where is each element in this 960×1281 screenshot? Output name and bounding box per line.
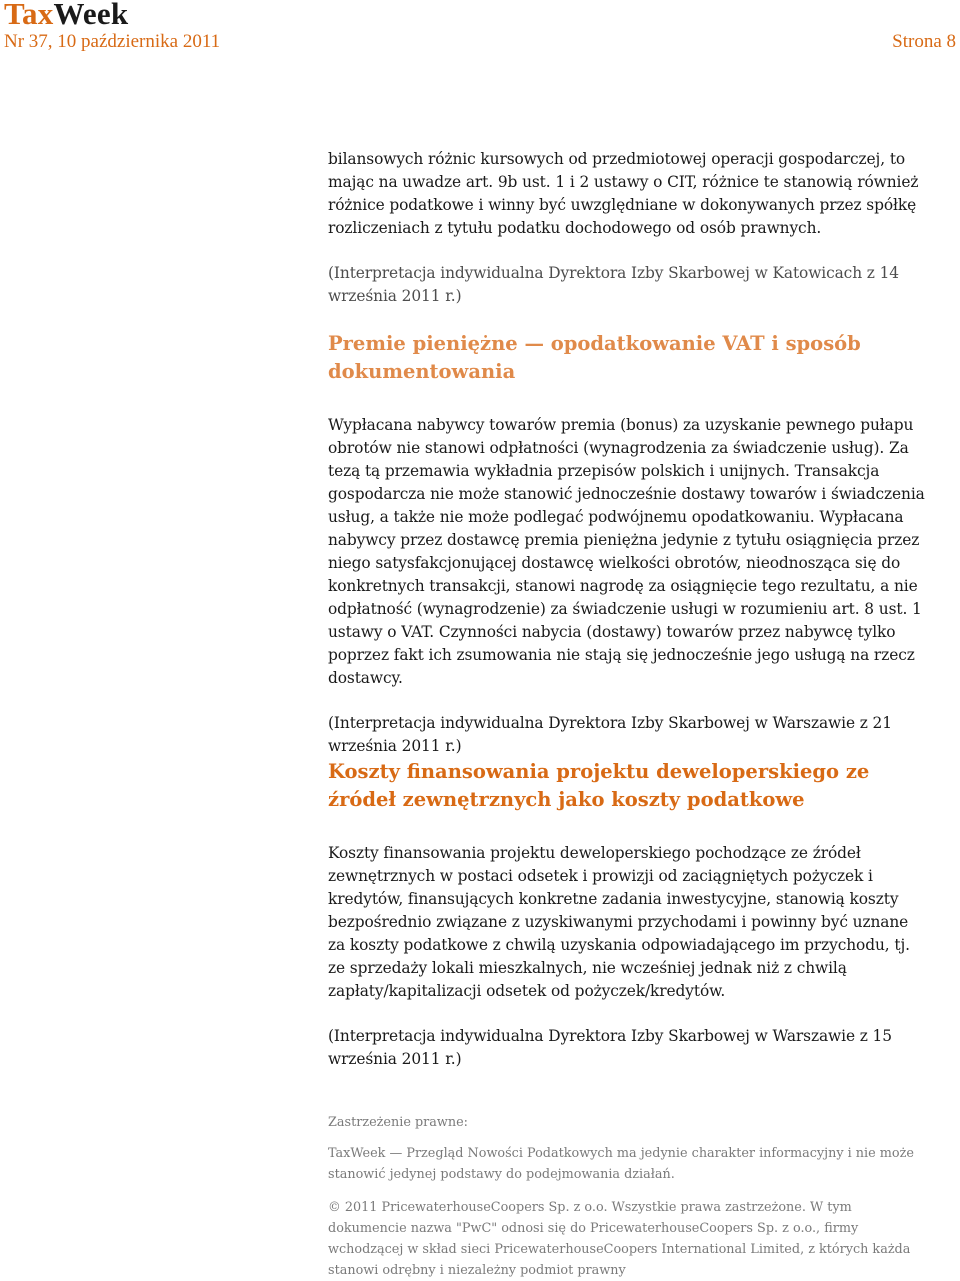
article-content — [328, 148, 928, 1071]
intro-paragraph: bilansowych różnic kursowych od przedmiotowej operacji gospodarczej, to mając na uwadze art. 9b ust. 1 i 2 ustawy o CIT, różnice te stanowią również różnice podatkowe i winny być uwzględniane w dokonywanych przez spółkę rozliczeniach z tytułu podatku dochodowego od osób prawnych. — [328, 150, 919, 237]
citation-premie: (Interpretacja indywidualna Dyrektora Izby Skarbowej w Warszawie z 21 września 2011 r.) — [328, 714, 892, 755]
legal-disclaimer — [328, 1112, 928, 1281]
disclaimer-label: Zastrzeżenie prawne: — [328, 1115, 468, 1130]
brand-part-tax: Tax — [4, 0, 54, 31]
citation-koszty: (Interpretacja indywidualna Dyrektora Izby Skarbowej w Warszawie z 15 września 2011 r.) — [328, 1027, 892, 1068]
section-heading-premie: Premie pieniężne — opodatkowanie VAT i sposób dokumentowania — [328, 332, 861, 383]
section-body-koszty: Koszty finansowania projektu deweloperskiego pochodzące ze źródeł zewnętrznych w postaci odsetek i prowizji od zaciągniętych pożyczek i kredytów, finansujących konkretne zadania inwestycyjne, stanowią koszty bezpośrednio związane z uzyskiwanymi przychodami i powinny być uznane za koszty podatkowe z chwilą uzyskania odpowiadającego im przychodu, tj. ze sprzedaży lokali mieszkalnych, nie wcześniej jednak niż z chwilą zapłaty/kapitalizacji odsetek od pożyczek/kredytów. — [328, 844, 910, 1000]
section-body-premie: Wypłacana nabywcy towarów premia (bonus) za uzyskanie pewnego pułapu obrotów nie stanowi odpłatności (wynagrodzenia za świadczenie usług). Za tezą tą przemawia wykładnia przepisów polskich i unijnych. Transakcja gospodarcza nie może stanowić jednocześnie dostawy towarów i świadczenia usług, a także nie może podlegać podwójnemu opodatkowaniu. Wypłacana nabywcy przez dostawcę premia pieniężna jedynie z tytułu osiągnięcia przez niego satysfakcjonującej dostawcę wielkości obrotów, nieodnosząca się do konkretnych transakcji, stanowi nagrodę za osiągnięcie tego rezultatu, a nie odpłatność (wynagrodzenie) za świadczenie usługi w rozumieniu art. 8 ust. 1 ustawy o VAT. Czynności nabycia (dostawy) towarów przez nabywcę tylko poprzez fakt ich zsumowania nie stają się jednocześnie jego usługą na rzecz dostawcy. — [328, 416, 925, 687]
brand-part-week: Week — [53, 0, 129, 31]
intro-citation: (Interpretacja indywidualna Dyrektora Izby Skarbowej w Katowicach z 14 września 2011 r.) — [328, 264, 899, 305]
brand-logo — [4, 0, 128, 30]
disclaimer-text: TaxWeek — Przegląd Nowości Podatkowych ma jedynie charakter informacyjny i nie może stanowić jedynej podstawy do podejmowania działań. — [328, 1146, 914, 1182]
issue-date: Nr 37, 10 października 2011 — [4, 31, 221, 52]
section-heading-koszty: Koszty finansowania projektu deweloperskiego ze źródeł zewnętrznych jako koszty podatkowe — [328, 760, 870, 811]
page-number: Strona 8 — [892, 31, 956, 52]
copyright-text: © 2011 PricewaterhouseCoopers Sp. z o.o. Wszystkie prawa zastrzeżone. W tym dokumencie nazwa "PwC" odnosi się do PricewaterhouseCoopers Sp. z o.o., firmy wchodzącej w skład sieci PricewaterhouseCoopers International Limited, z których każda stanowi odrębny i niezależny podmiot prawny — [328, 1200, 911, 1278]
